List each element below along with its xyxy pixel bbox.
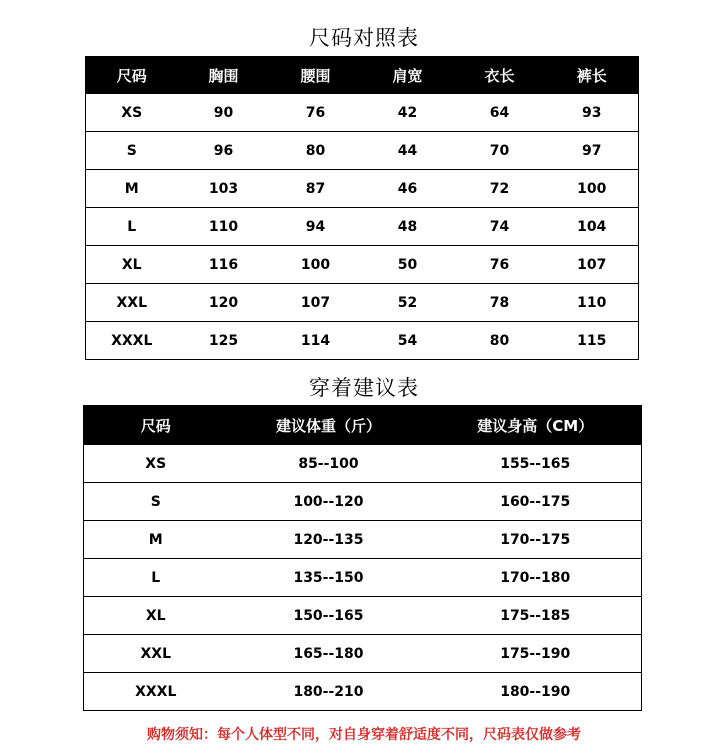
table-cell: 114 xyxy=(270,322,362,360)
wear-guide-table xyxy=(83,405,642,711)
table-cell: 107 xyxy=(546,246,639,284)
table-row xyxy=(84,597,642,635)
table-cell: 76 xyxy=(454,246,546,284)
table-cell: XXL xyxy=(86,284,178,322)
header-cell: 建议体重（斤） xyxy=(228,406,430,446)
size-chart-title: 尺码对照表 xyxy=(309,26,419,50)
size-chart-table xyxy=(85,56,639,360)
table-cell: 52 xyxy=(362,284,454,322)
table-cell: 116 xyxy=(178,246,270,284)
table-cell: 125 xyxy=(178,322,270,360)
table-row xyxy=(84,445,642,483)
table-row xyxy=(84,521,642,559)
table-cell: 54 xyxy=(362,322,454,360)
table-row xyxy=(86,284,639,322)
table-cell: 100 xyxy=(546,170,639,208)
table-cell: 93 xyxy=(546,94,639,132)
table-cell: 100 xyxy=(270,246,362,284)
table-cell: XL xyxy=(84,597,228,635)
table-cell: XXXL xyxy=(86,322,178,360)
table-cell: 94 xyxy=(270,208,362,246)
table-cell: 96 xyxy=(178,132,270,170)
table-cell: 150--165 xyxy=(228,597,430,635)
table-cell: XXXL xyxy=(84,673,228,711)
header-cell: 肩宽 xyxy=(362,57,454,95)
table-cell: XL xyxy=(86,246,178,284)
table-cell: S xyxy=(86,132,178,170)
table-cell: 87 xyxy=(270,170,362,208)
table-cell: 175--185 xyxy=(430,597,642,635)
table-cell: 110 xyxy=(546,284,639,322)
header-cell: 尺码 xyxy=(84,406,228,446)
table-cell: M xyxy=(84,521,228,559)
table-cell: 180--190 xyxy=(430,673,642,711)
table-row xyxy=(86,94,639,132)
table-cell: 155--165 xyxy=(430,445,642,483)
shopping-notice: 购物须知：每个人体型不同，对自身穿着舒适度不同，尺码表仅做参考 xyxy=(147,727,581,743)
table-cell: 180--210 xyxy=(228,673,430,711)
table-cell: 170--175 xyxy=(430,521,642,559)
table-row xyxy=(84,483,642,521)
table-cell: 76 xyxy=(270,94,362,132)
header-cell: 尺码 xyxy=(86,57,178,95)
table-cell: 70 xyxy=(454,132,546,170)
table-cell: XS xyxy=(86,94,178,132)
table-cell: 103 xyxy=(178,170,270,208)
table-cell: 115 xyxy=(546,322,639,360)
wear-guide-header-row xyxy=(84,406,642,446)
table-cell: 64 xyxy=(454,94,546,132)
header-cell: 腰围 xyxy=(270,57,362,95)
table-cell: 100--120 xyxy=(228,483,430,521)
header-cell: 胸围 xyxy=(178,57,270,95)
table-cell: 90 xyxy=(178,94,270,132)
table-row xyxy=(84,635,642,673)
table-cell: L xyxy=(84,559,228,597)
table-cell: 120--135 xyxy=(228,521,430,559)
table-cell: 85--100 xyxy=(228,445,430,483)
table-cell: 170--180 xyxy=(430,559,642,597)
table-row xyxy=(84,673,642,711)
table-cell: 104 xyxy=(546,208,639,246)
table-cell: 80 xyxy=(270,132,362,170)
table-cell: S xyxy=(84,483,228,521)
table-cell: 97 xyxy=(546,132,639,170)
table-cell: XS xyxy=(84,445,228,483)
table-cell: 120 xyxy=(178,284,270,322)
table-cell: 135--150 xyxy=(228,559,430,597)
table-row xyxy=(86,132,639,170)
table-cell: 160--175 xyxy=(430,483,642,521)
table-cell: 165--180 xyxy=(228,635,430,673)
table-cell: 80 xyxy=(454,322,546,360)
table-cell: M xyxy=(86,170,178,208)
size-chart-header-row xyxy=(86,57,639,95)
table-row xyxy=(86,246,639,284)
wear-guide-title: 穿着建议表 xyxy=(309,376,419,400)
table-cell: 175--190 xyxy=(430,635,642,673)
header-cell: 衣长 xyxy=(454,57,546,95)
table-row xyxy=(86,322,639,360)
header-cell: 裤长 xyxy=(546,57,639,95)
header-cell: 建议身高（CM） xyxy=(430,406,642,446)
table-row xyxy=(84,559,642,597)
table-cell: XXL xyxy=(84,635,228,673)
table-cell: L xyxy=(86,208,178,246)
table-cell: 72 xyxy=(454,170,546,208)
table-cell: 50 xyxy=(362,246,454,284)
table-cell: 48 xyxy=(362,208,454,246)
table-row xyxy=(86,208,639,246)
table-cell: 74 xyxy=(454,208,546,246)
table-cell: 42 xyxy=(362,94,454,132)
table-cell: 110 xyxy=(178,208,270,246)
table-cell: 78 xyxy=(454,284,546,322)
table-cell: 46 xyxy=(362,170,454,208)
table-cell: 107 xyxy=(270,284,362,322)
table-row xyxy=(86,170,639,208)
table-cell: 44 xyxy=(362,132,454,170)
